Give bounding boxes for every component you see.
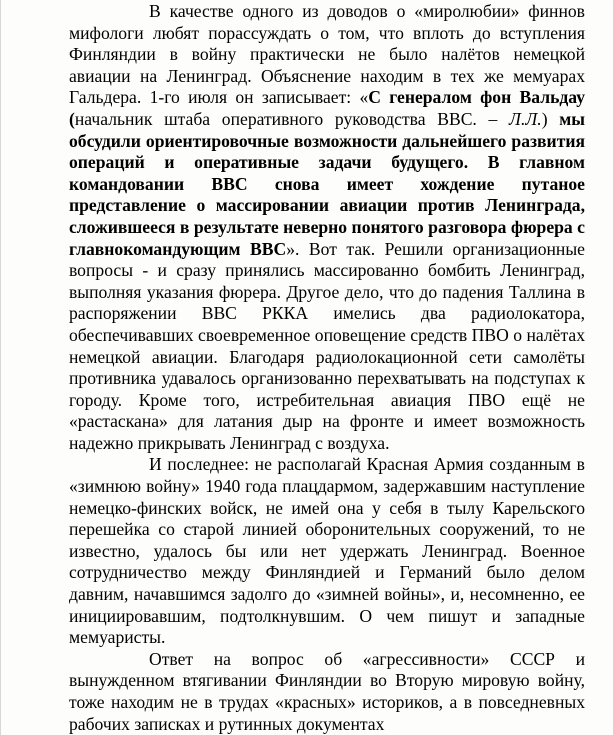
- paragraph-mythologists-argument: [69, 1, 585, 454]
- paragraph-text-normal: В качестве одного из доводов о «миролюбии» финнов мифологи любят порассуждать о том, что вплоть до вступления Финляндии в войну практически не было налётов немецкой авиации на Ленинград. Объяснение находим в тех же мемуарах Гальдера. 1-го июля он записывает: «: [69, 1, 585, 108]
- paragraph-text-normal: начальник штаба оперативного руководства ВВС. –: [74, 108, 510, 129]
- author-initials: Л.Л.: [509, 108, 542, 129]
- document-body: [69, 0, 585, 735]
- paragraph-winter-war-bridgehead: И последнее: не располагай Красная Армия созданным в «зимнюю войну» 1940 года плацдармом, задержавшим наступление немецко-финских войск, не имей она у себя в тылу Карельского перешейка со старой линией оборонительных сооружений, то не известно, удалось бы или нет удержать Ленинград. Военное сотрудничество между Финляндией и Германий было делом давним, начавшимся задолго до «зимней войны», и, несомненно, ее инициировавшим, подтолкнувшим. О чем пишут и западные мемуаристы.: [69, 454, 585, 648]
- paragraph-ussr-aggressiveness: Ответ на вопрос об «агрессивности» СССР и вынужденном втягивании Финляндии во Вторую мировую войну, тоже находим не в трудах «красных» историков, а в повседневных рабочих записках и рутинных документах: [69, 648, 585, 734]
- paragraph-text-normal: ): [541, 108, 560, 129]
- quote-bold-general-waldau: С генералом фон Вальдау (: [69, 87, 585, 129]
- quote-bold-halder-notes: мы обсудили ориентировочные возможности дальнейшего развития операций и оперативные задачи будущего. В главном командовании ВВС снова имеет хождение путаное представление о массировании авиации против Ленинграда, сложившееся в результате неверно понятого разговора фюрера с главнокомандующим ВВС: [69, 108, 585, 259]
- paragraph-text-normal: ». Вот так. Решили организационные вопросы - и сразу принялись массированно бомбить Ленинград, выполняя указания фюрера. Другое дело, что до падения Таллина в распоряжении ВВС РККА имелись два радиолокатора, обеспечивавших своевременное оповещение средств ПВО о налётах немецкой авиации. Благодаря радиолокационной сети самолёты противника удавалось организованно перехватывать на подступах к городу. Кроме того, истребительная авиация ПВО ещё не «растаскана» для латания дыр на фронте и имеет возможность надежно прикрывать Ленинград с воздуха.: [69, 238, 585, 453]
